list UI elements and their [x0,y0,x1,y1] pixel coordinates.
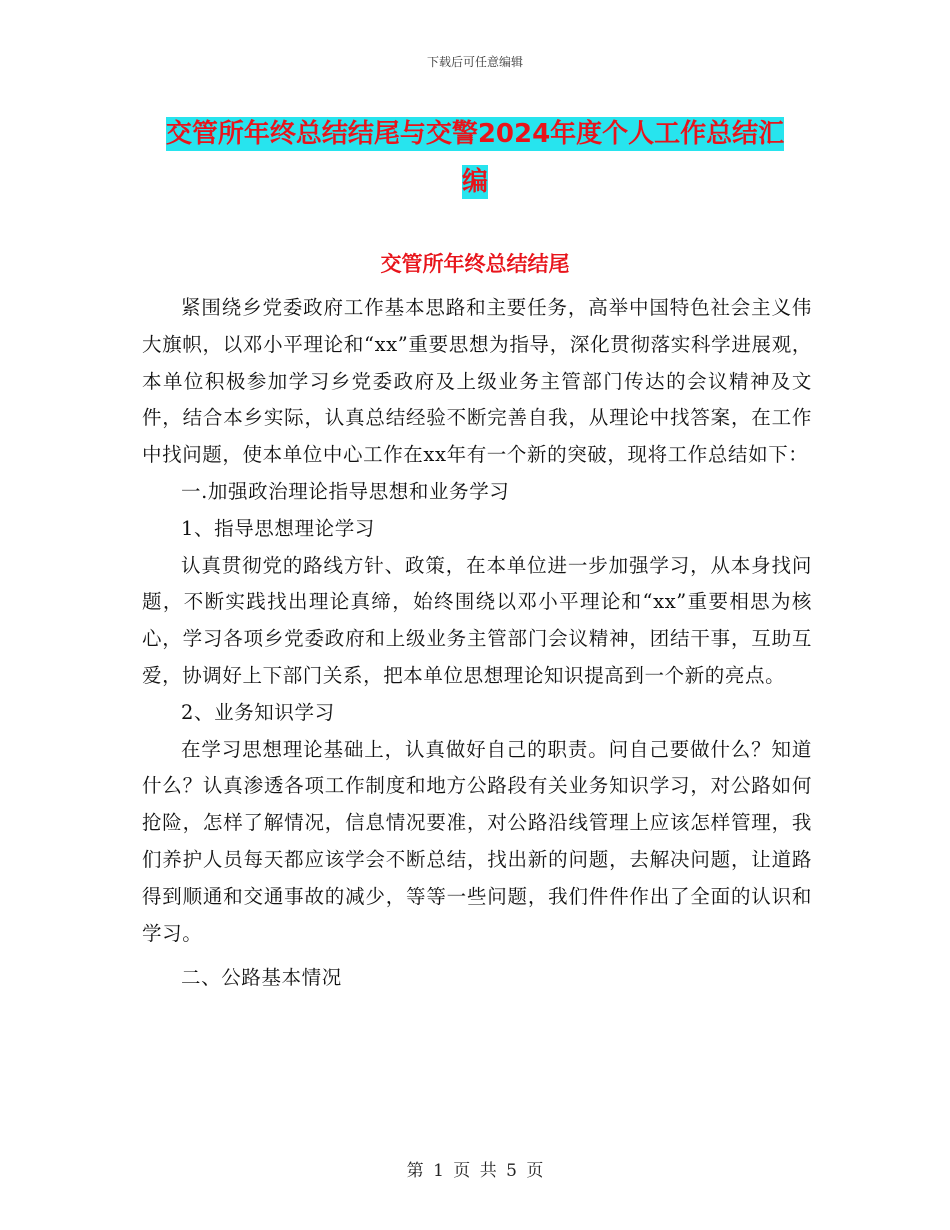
heading-political-study: 一.加强政治理论指导思想和业务学习 [181,479,510,503]
heading-business-study: 2、业务知识学习 [181,700,335,724]
heading-theory-study: 1、指导思想理论学习 [181,516,375,540]
title-line-2: 编 [461,167,488,197]
business-study-paragraph: 在学习思想理论基础上，认真做好自己的职责。问自己要做什么？知道什么？认真渗透各项工作制度和地方公路段有关业务知识学习，对公路如何抢险，怎样了解情况，信息情况要准，对公路沿线管理上应该怎样管理，我们养护人员每天都应该学会不断总结，找出新的问题，去解决问题，让道路得到顺通和交通事故的减少，等等一些问题，我们件件作出了全面的认识和学习。 [142,737,812,945]
page-number-footer: 第 1 页 共 5 页 [406,1161,544,1181]
document-body [142,290,812,997]
section-title: 交管所年终总结结尾 [380,252,570,276]
heading-road-situation: 二、公路基本情况 [181,966,342,990]
title-line-1: 交管所年终总结结尾与交警2024年度个人工作总结汇 [165,119,785,149]
intro-paragraph: 紧围绕乡党委政府工作基本思路和主要任务，高举中国特色社会主义伟大旗帜，以邓小平理论和“xx”重要思想为指导，深化贯彻落实科学进展观，本单位积极参加学习乡党委政府及上级业务主管部门传达的会议精神及文件，结合本乡实际，认真总结经验不断完善自我，从理论中找答案，在工作中找问题，使本单位中心工作在xx年有一个新的突破，现将工作总结如下： [142,296,812,467]
document-title [0,110,950,206]
header-note: 下载后可任意编辑 [426,55,523,69]
theory-study-paragraph: 认真贯彻党的路线方针、政策，在本单位进一步加强学习，从本身找问题，不断实践找出理论真缔，始终围绕以邓小平理论和“xx”重要相思为核心，学习各项乡党委政府和上级业务主管部门会议精神，团结干事，互助互爱，协调好上下部门关系，把本单位思想理论知识提高到一个新的亮点。 [142,553,812,687]
